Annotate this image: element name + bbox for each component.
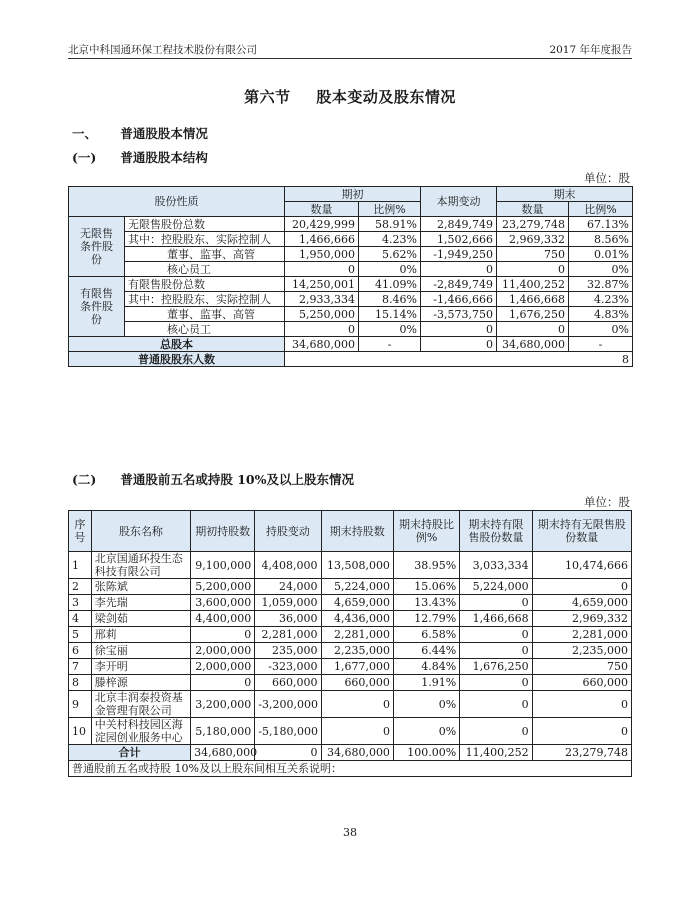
total-label: 合计: [69, 745, 191, 761]
cell-limited-shares: 3,033,334: [460, 552, 532, 579]
cell-item: 有限售股份总数: [125, 277, 285, 292]
cell-change: -1,466,666: [421, 292, 497, 307]
cell-end-qty: 23,279,748: [497, 217, 569, 232]
company-name: 北京中科国通环保工程技术股份有限公司: [68, 44, 257, 56]
section-number: 第六节: [244, 88, 291, 106]
cell-change: -3,573,750: [421, 307, 497, 322]
cell-begin-qty: 0: [285, 322, 359, 337]
cell-begin-shares: 0: [191, 675, 255, 691]
cell-change: -2,849,749: [421, 277, 497, 292]
cell-index: 2: [69, 579, 92, 595]
cell-end-qty: 1,466,668: [497, 292, 569, 307]
table-row: [69, 277, 633, 292]
cell-index: 9: [69, 691, 92, 718]
header-end-ratio: 期末持股比例%: [393, 511, 459, 552]
cell-unlimited-shares: 2,281,000: [532, 627, 631, 643]
table-row: [69, 675, 632, 691]
total-unlimited-shares: 23,279,748: [532, 745, 631, 761]
cell-begin-shares: 4,400,000: [191, 611, 255, 627]
cell-begin-qty: 14,250,001: [285, 277, 359, 292]
cell-begin-qty: 5,250,000: [285, 307, 359, 322]
cell-item: 董事、监事、高管: [125, 307, 285, 322]
cell-unlimited-shares: 10,474,666: [532, 552, 631, 579]
holders-label: 普通股股东人数: [69, 352, 285, 367]
cell-begin-ratio: 4.23%: [359, 232, 421, 247]
total-label: 总股本: [69, 337, 285, 352]
cell-holder-name: 北京国通环投生态科技有限公司: [91, 552, 190, 579]
holders-value: 8: [285, 352, 633, 367]
header-unlimited-shares: 期末持有无限售股份数量: [532, 511, 631, 552]
cell-item: 核心员工: [125, 322, 285, 337]
total-end-shares: 34,680,000: [321, 745, 393, 761]
cell-share-change: 1,059,000: [255, 595, 321, 611]
cell-unlimited-shares: 0: [532, 718, 631, 745]
cell-end-shares: 13,508,000: [321, 552, 393, 579]
cell-end-qty: 11,400,252: [497, 277, 569, 292]
heading-1-1-title: 普通股股本结构: [120, 150, 208, 165]
cell-holder-name: 李先瑞: [91, 595, 190, 611]
cell-unlimited-shares: 660,000: [532, 675, 631, 691]
cell-item: 董事、监事、高管: [125, 247, 285, 262]
cell-begin-ratio: 0%: [359, 322, 421, 337]
cell-index: 5: [69, 627, 92, 643]
cell-holder-name: 李开明: [91, 659, 190, 675]
page-header: [68, 38, 632, 59]
cell-end-ratio: 6.44%: [393, 643, 459, 659]
total-end-qty: 34,680,000: [497, 337, 569, 352]
cell-change: 2,849,749: [421, 217, 497, 232]
cell-unlimited-shares: 750: [532, 659, 631, 675]
total-row: [69, 745, 632, 761]
cell-end-ratio: 13.43%: [393, 595, 459, 611]
cell-end-shares: 4,659,000: [321, 595, 393, 611]
cell-share-change: 2,281,000: [255, 627, 321, 643]
table-row: [69, 247, 633, 262]
cell-end-ratio: 4.83%: [569, 307, 633, 322]
cell-holder-name: 张陈斌: [91, 579, 190, 595]
cell-limited-shares: 0: [460, 643, 532, 659]
section-title: [0, 86, 700, 107]
cell-holder-name: 中关村科技园区海淀园创业服务中心: [91, 718, 190, 745]
total-begin-qty: 34,680,000: [285, 337, 359, 352]
cell-limited-shares: 5,224,000: [460, 579, 532, 595]
unit-label-1: 单位：股: [584, 171, 630, 185]
cell-begin-qty: 0: [285, 262, 359, 277]
cell-end-ratio: 0%: [569, 322, 633, 337]
header-change: 本期变动: [421, 187, 497, 217]
cell-begin-qty: 2,933,334: [285, 292, 359, 307]
heading-1-2-number: (二): [72, 472, 97, 487]
page-number: 38: [343, 826, 357, 839]
heading-1: [72, 124, 208, 142]
cell-end-shares: 0: [321, 718, 393, 745]
table-row: [69, 217, 633, 232]
cell-item: 其中：控股股东、实际控制人: [125, 232, 285, 247]
cell-end-qty: 1,676,250: [497, 307, 569, 322]
cell-holder-name: 徐宝丽: [91, 643, 190, 659]
table-row: [69, 595, 632, 611]
cell-limited-shares: 0: [460, 675, 532, 691]
cell-end-shares: 1,677,000: [321, 659, 393, 675]
cell-end-qty: 2,969,332: [497, 232, 569, 247]
cell-unlimited-shares: 0: [532, 691, 631, 718]
header-index: 序号: [69, 511, 92, 552]
cell-begin-qty: 1,466,666: [285, 232, 359, 247]
cell-end-ratio: 0%: [569, 262, 633, 277]
group-label-limited: 有限售条件股份: [69, 277, 125, 337]
heading-1-number: 一、: [72, 126, 98, 141]
cell-limited-shares: 1,676,250: [460, 659, 532, 675]
cell-end-qty: 0: [497, 262, 569, 277]
table-row: [69, 579, 632, 595]
group-label-unlimited: 无限售条件股份: [69, 217, 125, 277]
table-row: [69, 322, 633, 337]
cell-share-change: 235,000: [255, 643, 321, 659]
cell-end-shares: 5,224,000: [321, 579, 393, 595]
heading-1-title: 普通股股本情况: [120, 126, 208, 141]
cell-change: 0: [421, 262, 497, 277]
cell-index: 8: [69, 675, 92, 691]
report-name: 2017 年年度报告: [549, 44, 632, 56]
top-shareholders-table: [68, 510, 632, 777]
cell-share-change: -3,200,000: [255, 691, 321, 718]
table-row: [69, 307, 633, 322]
cell-begin-shares: 5,200,000: [191, 579, 255, 595]
total-end-ratio: -: [569, 337, 633, 352]
table-row: [69, 691, 632, 718]
cell-holder-name: 滕梓源: [91, 675, 190, 691]
cell-unlimited-shares: 2,969,332: [532, 611, 631, 627]
cell-index: 7: [69, 659, 92, 675]
cell-item: 其中：控股股东、实际控制人: [125, 292, 285, 307]
cell-change: 1,502,666: [421, 232, 497, 247]
header-end: 期末: [497, 187, 633, 202]
header-begin-ratio: 比例%: [359, 202, 421, 217]
cell-holder-name: 北京丰润泰投资基金管理有限公司: [91, 691, 190, 718]
cell-share-change: 660,000: [255, 675, 321, 691]
heading-1-1: [72, 148, 208, 166]
cell-index: 4: [69, 611, 92, 627]
cell-begin-ratio: 5.62%: [359, 247, 421, 262]
total-begin-ratio: -: [359, 337, 421, 352]
cell-index: 3: [69, 595, 92, 611]
cell-begin-shares: 3,600,000: [191, 595, 255, 611]
cell-end-ratio: 6.58%: [393, 627, 459, 643]
cell-begin-shares: 2,000,000: [191, 659, 255, 675]
cell-unlimited-shares: 0: [532, 579, 631, 595]
cell-begin-ratio: 41.09%: [359, 277, 421, 292]
cell-end-shares: 660,000: [321, 675, 393, 691]
cell-end-ratio: 4.23%: [569, 292, 633, 307]
table-row: [69, 611, 632, 627]
header-nature: 股份性质: [69, 187, 285, 217]
total-limited-shares: 11,400,252: [460, 745, 532, 761]
cell-begin-shares: 5,180,000: [191, 718, 255, 745]
table-row: [69, 552, 632, 579]
cell-end-ratio: 0.01%: [569, 247, 633, 262]
table-row: [69, 718, 632, 745]
cell-end-ratio: 12.79%: [393, 611, 459, 627]
cell-share-change: 36,000: [255, 611, 321, 627]
heading-1-2: [72, 470, 354, 488]
table-row: [69, 627, 632, 643]
cell-end-ratio: 67.13%: [569, 217, 633, 232]
cell-change: -1,949,250: [421, 247, 497, 262]
note-row: [69, 761, 632, 777]
total-row: [69, 337, 633, 352]
cell-end-shares: 2,235,000: [321, 643, 393, 659]
table-row: [69, 292, 633, 307]
cell-end-shares: 0: [321, 691, 393, 718]
cell-end-shares: 2,281,000: [321, 627, 393, 643]
cell-end-ratio: 4.84%: [393, 659, 459, 675]
relationship-note: 普通股前五名或持股 10%及以上股东间相互关系说明：: [69, 761, 632, 777]
cell-begin-ratio: 8.46%: [359, 292, 421, 307]
cell-index: 10: [69, 718, 92, 745]
cell-begin-shares: 0: [191, 627, 255, 643]
table-row: [69, 643, 632, 659]
cell-end-qty: 0: [497, 322, 569, 337]
cell-end-ratio: 0%: [393, 691, 459, 718]
cell-end-ratio: 8.56%: [569, 232, 633, 247]
cell-end-ratio: 15.06%: [393, 579, 459, 595]
header-limited-shares: 期末持有限售股份数量: [460, 511, 532, 552]
cell-begin-shares: 2,000,000: [191, 643, 255, 659]
header-share-change: 持股变动: [255, 511, 321, 552]
cell-end-ratio: 32.87%: [569, 277, 633, 292]
cell-begin-qty: 20,429,999: [285, 217, 359, 232]
cell-begin-qty: 1,950,000: [285, 247, 359, 262]
unit-label-2: 单位：股: [584, 495, 630, 509]
table-row: [69, 262, 633, 277]
cell-share-change: -5,180,000: [255, 718, 321, 745]
cell-holder-name: 梁剑茹: [91, 611, 190, 627]
cell-begin-ratio: 58.91%: [359, 217, 421, 232]
cell-begin-shares: 9,100,000: [191, 552, 255, 579]
table-row: [69, 659, 632, 675]
header-row: [69, 511, 632, 552]
total-share-change: 0: [255, 745, 321, 761]
cell-begin-ratio: 15.14%: [359, 307, 421, 322]
total-change: 0: [421, 337, 497, 352]
heading-1-1-number: (一): [72, 150, 97, 165]
cell-change: 0: [421, 322, 497, 337]
cell-end-ratio: 1.91%: [393, 675, 459, 691]
cell-end-qty: 750: [497, 247, 569, 262]
cell-index: 1: [69, 552, 92, 579]
header-end-qty: 数量: [497, 202, 569, 217]
cell-end-ratio: 38.95%: [393, 552, 459, 579]
cell-limited-shares: 0: [460, 595, 532, 611]
cell-index: 6: [69, 643, 92, 659]
header-begin: 期初: [285, 187, 421, 202]
cell-item: 无限售股份总数: [125, 217, 285, 232]
header-end-shares: 期末持股数: [321, 511, 393, 552]
cell-limited-shares: 0: [460, 691, 532, 718]
cell-unlimited-shares: 2,235,000: [532, 643, 631, 659]
cell-limited-shares: 0: [460, 718, 532, 745]
section-name: 股本变动及股东情况: [316, 88, 456, 106]
cell-end-ratio: 0%: [393, 718, 459, 745]
cell-share-change: -323,000: [255, 659, 321, 675]
total-begin-shares: 34,680,000: [191, 745, 255, 761]
header-begin-qty: 数量: [285, 202, 359, 217]
cell-share-change: 4,408,000: [255, 552, 321, 579]
holders-row: [69, 352, 633, 367]
heading-1-2-title: 普通股前五名或持股 10%及以上股东情况: [120, 472, 354, 487]
cell-limited-shares: 0: [460, 627, 532, 643]
share-structure-table: [68, 186, 633, 367]
cell-item: 核心员工: [125, 262, 285, 277]
header-begin-shares: 期初持股数: [191, 511, 255, 552]
cell-share-change: 24,000: [255, 579, 321, 595]
cell-begin-ratio: 0%: [359, 262, 421, 277]
cell-limited-shares: 1,466,668: [460, 611, 532, 627]
total-end-ratio: 100.00%: [393, 745, 459, 761]
cell-end-shares: 4,436,000: [321, 611, 393, 627]
cell-begin-shares: 3,200,000: [191, 691, 255, 718]
table-row: [69, 232, 633, 247]
header-end-ratio: 比例%: [569, 202, 633, 217]
cell-holder-name: 邢莉: [91, 627, 190, 643]
cell-unlimited-shares: 4,659,000: [532, 595, 631, 611]
header-holder-name: 股东名称: [91, 511, 190, 552]
